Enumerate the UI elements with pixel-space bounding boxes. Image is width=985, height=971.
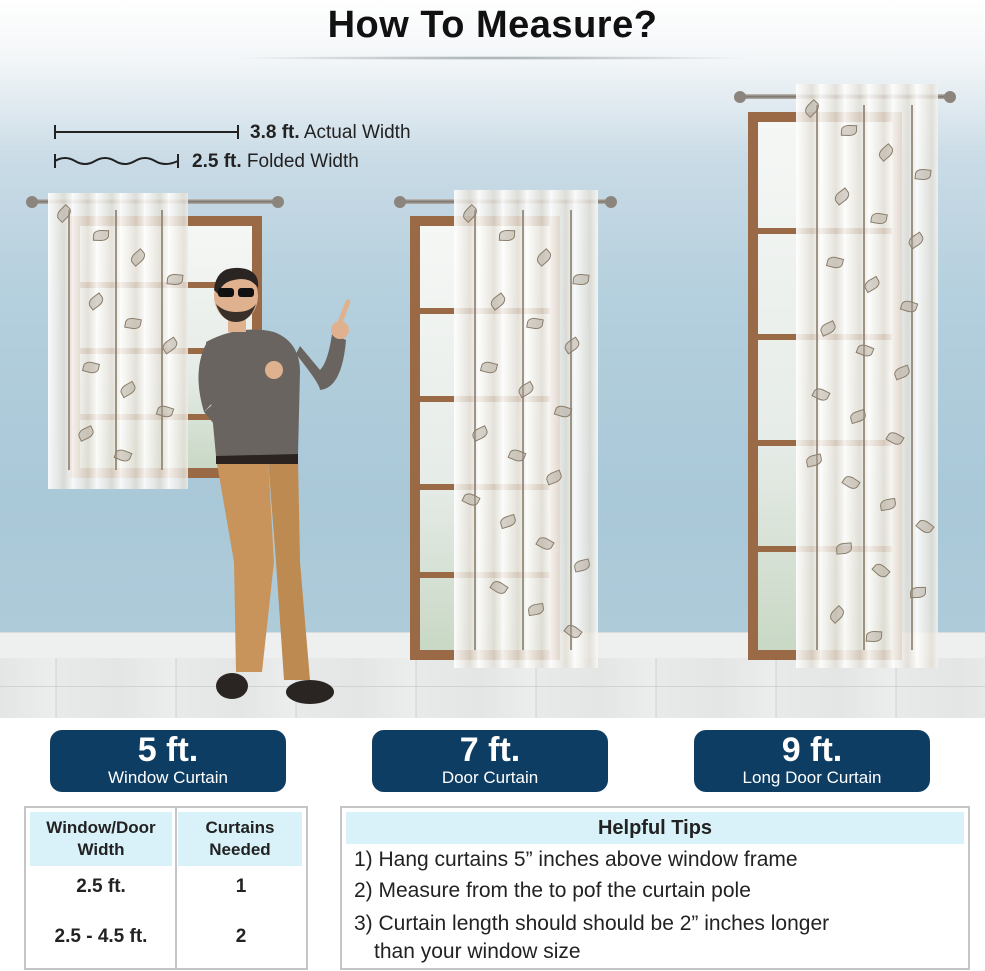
badge-window-curtain: [50, 730, 286, 792]
actual-width-text: [250, 122, 411, 144]
badge-length: 7 ft.: [459, 731, 521, 769]
curtain-vine: [911, 105, 913, 650]
title-underline: [230, 56, 755, 60]
tip-item: 1) Hang curtains 5” inches above window frame: [354, 848, 798, 871]
man-illustration: [170, 262, 370, 712]
folded-width-text: [192, 151, 359, 173]
badge-length: 5 ft.: [137, 731, 199, 769]
curtain-vine: [863, 105, 865, 650]
curtain-vine: [68, 210, 70, 470]
curtain-vine: [816, 105, 818, 650]
width-table: [24, 806, 308, 970]
page-title: How To Measure?: [327, 4, 658, 46]
tip-item: 2) Measure from the to pof the curtain pole: [354, 879, 751, 902]
badge-length: 9 ft.: [781, 731, 843, 769]
curtain-vine: [115, 210, 117, 470]
table-cell-count: 2: [235, 926, 247, 947]
actual-width-line: [54, 125, 240, 139]
tips-title: Helpful Tips: [346, 812, 964, 844]
table-cell-width: 2.5 - 4.5 ft.: [54, 926, 148, 947]
table-header-count: Curtains Needed: [178, 812, 302, 866]
badge-label: Door Curtain: [441, 768, 539, 787]
badge-long-door-curtain: [694, 730, 930, 792]
curtain-vine: [161, 210, 163, 470]
actual-width-value: 3.8 ft.: [250, 122, 300, 143]
badge-door-curtain: [372, 730, 608, 792]
folded-width-line: [54, 153, 180, 169]
table-header-width: Window/Door Width: [30, 812, 172, 866]
badge-label: Window Curtain: [108, 768, 228, 787]
tip-item: than your window size: [374, 940, 581, 963]
folded-width-value: 2.5 ft.: [192, 151, 242, 172]
curtain-vine: [522, 210, 524, 650]
table-cell-width: 2.5 ft.: [76, 876, 126, 897]
actual-width-label: Actual Width: [303, 122, 411, 143]
folded-width-label: Folded Width: [246, 151, 359, 172]
helpful-tips-box: [340, 806, 970, 970]
curtain-vine: [570, 210, 572, 650]
tip-item: 3) Curtain length should should be 2” inches longer: [354, 912, 830, 935]
table-cell-count: 1: [235, 876, 247, 897]
badge-label: Long Door Curtain: [742, 768, 882, 787]
